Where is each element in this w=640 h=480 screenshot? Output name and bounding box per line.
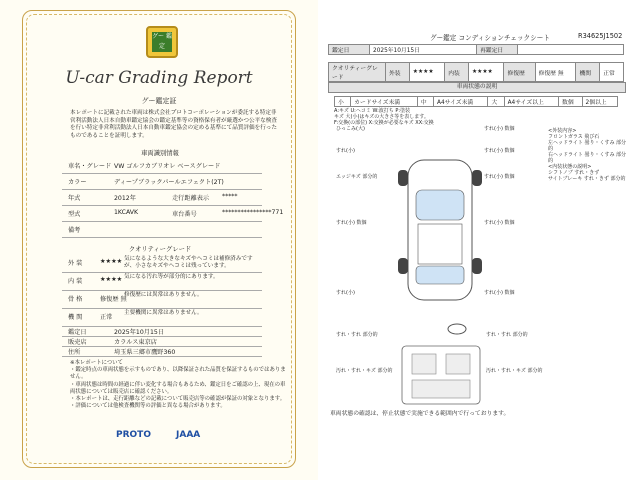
size-desc: A4サイズ以上: [504, 97, 558, 107]
interior-label: 汚れ・すれ・キズ 部分的: [336, 368, 393, 374]
date-table: [328, 44, 624, 55]
row-value: 2012年: [114, 195, 136, 202]
grade-label: 骨 格: [68, 296, 83, 303]
row-label: 車名・グレード: [68, 163, 112, 170]
legend-text: [334, 108, 534, 126]
vehicle-row-model: [62, 205, 284, 222]
note-item: ・車両状態は時間の経過に伴い変化する場合もあるため、鑑定日をご確認の上、現在の車両状態については販売店に確認ください。: [70, 381, 286, 395]
grade-description: 気になる汚れ等が部分的にあります。: [124, 274, 219, 280]
grade-value: 正常: [100, 314, 113, 321]
damage-label: エッジキズ 部分的: [336, 174, 378, 180]
grade-description: 修復歴には異常はありません。: [124, 292, 203, 298]
intro-paragraph: 本レポートに記載された車両は株式会社プロトコーポレーションが委託する特定非営利活動法人日本自動車鑑定協会の鑑定基準等の資格保有者が厳選かつ公平な検査を行い特定非営利活動法人日本自動車鑑定協会の定める基準にて品質評価を行ったものであることを証明します。: [70, 110, 277, 139]
grade-row-exterior: [62, 254, 262, 273]
size-legend-table: [334, 96, 618, 107]
legend-line: キズ 大(小)はキズの大きさ等を表します。: [334, 114, 429, 120]
engine-value: 正常: [600, 63, 624, 82]
size-desc: A4サイズ未満: [434, 97, 488, 107]
size-desc: カードサイズ未満: [351, 97, 418, 107]
sheet-id: R34625J1502: [578, 32, 623, 40]
note-item: ・本レポートは、走行距離などの記載について販売店等の確認が保証の対象となります。: [70, 396, 286, 403]
right-notes: [548, 128, 628, 182]
jaaa-logo: JAAA: [176, 430, 201, 440]
wheel-icon: [472, 258, 482, 274]
info-label: 販売店: [68, 339, 87, 346]
row-value: VW ゴルフカブリオレ ベースグレード: [114, 163, 221, 170]
info-label: 鑑定日: [68, 329, 87, 336]
int-label: 内装: [445, 63, 469, 82]
size-label: 大: [488, 97, 504, 107]
wheel-icon: [472, 170, 482, 186]
goo-badge-icon: [146, 26, 178, 58]
report-title: U-car Grading Report: [65, 68, 253, 88]
damage-label: すれ(小): [336, 290, 355, 296]
grade-description: 主要機関に異常はありません。: [124, 310, 203, 316]
grade-table: [328, 62, 624, 82]
row-label: 備考: [68, 227, 81, 234]
interior-label: すれ・すれ 部分的: [486, 332, 528, 338]
interior-label: 汚れ・すれ・キズ 部分的: [486, 368, 543, 374]
row-label-2: 走行距離表示: [172, 195, 210, 202]
sheet-footer: 車両状態の確認は、停止状態で実施できる範囲内で行っております。: [330, 411, 510, 417]
ext-label: 外装: [386, 63, 410, 82]
row-value: 1KCAVK: [114, 209, 139, 216]
vehicle-row-name: [62, 157, 262, 174]
right-note: <内装状態の説明>: [548, 164, 592, 170]
size-desc: 2個以上: [582, 97, 618, 107]
vehicle-row-color: [62, 173, 262, 190]
damage-label: すれ(小): [336, 148, 355, 154]
sheet-title: グー鑑定 コンディションチェックシート: [430, 34, 550, 42]
right-note: 左ヘッドライト 曇り・くすみ 部分的: [548, 140, 627, 152]
grade-label: 機 関: [68, 314, 83, 321]
grade-value: 修復歴 無: [100, 296, 127, 303]
notes-block: [70, 360, 290, 410]
grade-row-frame: [62, 290, 262, 309]
size-label: 数個: [559, 97, 582, 107]
grade-row-engine: [62, 308, 262, 327]
vehicle-row-notes: [62, 221, 262, 238]
damage-label: ひっこみ(大): [336, 126, 365, 132]
row-label-2: 車台番号: [172, 211, 197, 218]
interior-label: すれ・すれ 部分的: [336, 332, 378, 338]
date-label: 鑑定日: [329, 45, 370, 55]
notes-heading: ※本レポートについて: [70, 360, 123, 366]
engine-label: 機関: [576, 63, 600, 82]
legend-line: A:キズ U:ヘコミ W:波打ち P:塗装: [334, 108, 411, 114]
note-item: ・評価については他検査機関等の評価と異なる場合があります。: [70, 403, 226, 410]
wheel-icon: [398, 258, 408, 274]
info-value: カラルス東京店: [114, 339, 157, 346]
grade-label: 外 装: [68, 260, 83, 267]
grade-description: 気になるような大きなキズやヘコミは補修済みですが、小さなキズやヘコミは残っています。: [124, 256, 253, 269]
repair-value: 修復歴 無: [535, 63, 576, 82]
info-row-address: [62, 346, 262, 357]
right-note: サイトブレーキ すれ・きず 部分的: [548, 176, 626, 182]
grade-stars: ★★★★: [100, 276, 123, 283]
row-value-2: *****: [222, 193, 238, 200]
vehicle-section-title: 車両識別情報: [141, 150, 179, 157]
car-diagram: [386, 150, 494, 310]
row-label: 型式: [68, 211, 81, 218]
note-item: ・鑑定時点の車両状態を示すものであり、以降保証された品質を保証するものではありません。: [70, 367, 286, 381]
damage-label: すれ(小) 数個: [484, 290, 515, 296]
damage-label: すれ(小) 数個: [336, 220, 367, 226]
state-header: 車両状態の説明: [328, 82, 626, 93]
date-value: 2025年10月15日: [370, 45, 477, 55]
info-value: 2025年10月15日: [114, 329, 165, 336]
quality-section-title: クオリティーグレード: [128, 246, 192, 253]
steering-wheel-icon: [446, 322, 468, 336]
info-label: 住所: [68, 349, 81, 356]
proto-logo: PROTO: [116, 430, 151, 440]
badge-text: グー 鑑定: [152, 33, 172, 50]
grade-stars: ★★★★: [100, 258, 123, 265]
right-note: フロントガラス 飛び石: [548, 134, 600, 140]
interior-diagram: [398, 340, 484, 410]
right-notes-heading: <外装内容>: [548, 128, 577, 134]
damage-label: すれ(小) 数個: [484, 174, 515, 180]
wheel-icon: [398, 170, 408, 186]
repair-label: 修復歴: [504, 63, 535, 82]
grade-label: 内 装: [68, 278, 83, 285]
damage-label: すれ(小) 数個: [484, 148, 515, 154]
grade-row-interior: [62, 272, 262, 291]
legend-line: F:交換(の部位) X:交換が必要なキズ XX:交換: [334, 120, 434, 126]
expiry-label: 再鑑定日: [477, 45, 518, 55]
damage-label: すれ(小) 数個: [484, 220, 515, 226]
row-value: ディープブラックパールエフェクト(2T): [114, 179, 224, 186]
int-stars: ★★★★: [468, 63, 503, 82]
damage-label: すれ(小) 数個: [484, 126, 515, 132]
row-value-2: ****************771: [222, 209, 284, 216]
vehicle-row-year: [62, 189, 262, 206]
report-subtitle: グー鑑定証: [141, 97, 177, 105]
right-note: 右ヘッドライト 曇り・くすみ 部分的: [548, 152, 627, 164]
row-label: 年式: [68, 195, 81, 202]
size-label: 中: [417, 97, 433, 107]
grade-table-label: クオリティーグレード: [329, 63, 386, 82]
right-note: シフトノブ すれ・きず: [548, 170, 600, 176]
row-label: カラー: [68, 179, 87, 186]
expiry-value: [518, 45, 624, 55]
grading-certificate: [0, 0, 318, 480]
info-value: 埼玉県三郷市鷹野360: [114, 349, 176, 356]
size-label: 小: [335, 97, 351, 107]
ext-stars: ★★★★: [409, 63, 444, 82]
